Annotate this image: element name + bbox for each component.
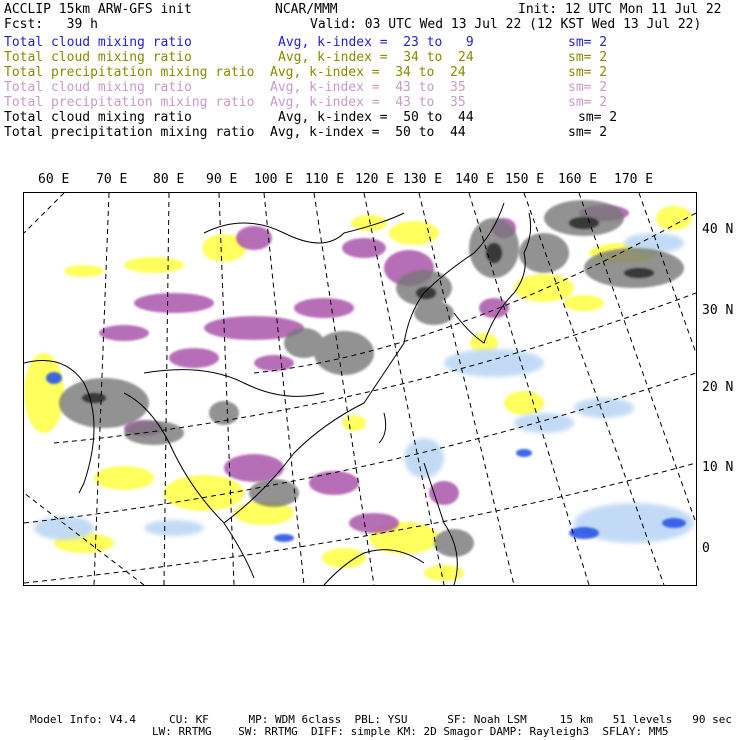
forecast-hour: Fcst: 39 h [4, 17, 98, 32]
cloud-field-map [24, 193, 696, 585]
lon-label: 70 E [96, 172, 128, 187]
legend-field: Total cloud mixing ratio [4, 110, 192, 125]
legend-range: Avg, k-index = 50 to 44 [270, 125, 466, 140]
legend-range: Avg, k-index = 43 to 35 [270, 80, 466, 95]
lon-label: 90 E [206, 172, 238, 187]
lon-label: 110 E [305, 172, 345, 187]
lon-label: 160 E [558, 172, 598, 187]
legend-range: Avg, k-index = 34 to 24 [270, 65, 466, 80]
lat-label: 40 N [702, 222, 734, 237]
valid-time: Valid: 03 UTC Wed 13 Jul 22 (12 KST Wed 13 Jul 22) [310, 17, 702, 32]
legend-smooth: sm= 2 [568, 80, 608, 95]
model-physics: LW: RRTMG SW: RRTMG DIFF: simple KM: 2D Smagor DAMP: Rayleigh3 SFLAY: MM5 [152, 725, 669, 738]
legend-smooth: sm= 2 [568, 50, 608, 65]
init-time: Init: 12 UTC Mon 11 Jul 22 [518, 2, 722, 17]
model-title: ACCLIP 15km ARW-GFS init [4, 2, 192, 17]
lon-label: 80 E [153, 172, 185, 187]
org-label: NCAR/MMM [275, 2, 338, 17]
lat-label: 30 N [702, 303, 734, 318]
lon-label: 100 E [254, 172, 294, 187]
lat-label: 0 [702, 541, 710, 556]
legend-field: Total cloud mixing ratio [4, 50, 192, 65]
legend-range: Avg, k-index = 43 to 35 [270, 95, 466, 110]
legend-range: Avg, k-index = 23 to 9 [278, 35, 474, 50]
legend-field: Total precipitation mixing ratio [4, 95, 255, 110]
legend-field: Total cloud mixing ratio [4, 80, 192, 95]
legend-smooth: sm= 2 [568, 65, 608, 80]
lon-label: 150 E [505, 172, 545, 187]
model-info: Model Info: V4.4 CU: KF MP: WDM 6class PBL: YSU SF: Noah LSM 15 km 51 levels 90 sec [30, 713, 732, 726]
lat-label: 20 N [702, 380, 734, 395]
legend-field: Total precipitation mixing ratio [4, 125, 255, 140]
lon-label: 170 E [614, 172, 654, 187]
legend-smooth: sm= 2 [568, 35, 608, 50]
legend-smooth: sm= 2 [568, 95, 608, 110]
lon-label: 120 E [355, 172, 395, 187]
lon-label: 130 E [403, 172, 443, 187]
legend-field: Total cloud mixing ratio [4, 35, 192, 50]
legend-field: Total precipitation mixing ratio [4, 65, 255, 80]
lon-label: 60 E [38, 172, 70, 187]
legend-range: Avg, k-index = 34 to 24 [278, 50, 474, 65]
legend-smooth: sm= 2 [578, 110, 618, 125]
lat-label: 10 N [702, 460, 734, 475]
legend-smooth: sm= 2 [568, 125, 608, 140]
map-panel [23, 192, 697, 586]
lon-label: 140 E [455, 172, 495, 187]
legend-range: Avg, k-index = 50 to 44 [278, 110, 474, 125]
